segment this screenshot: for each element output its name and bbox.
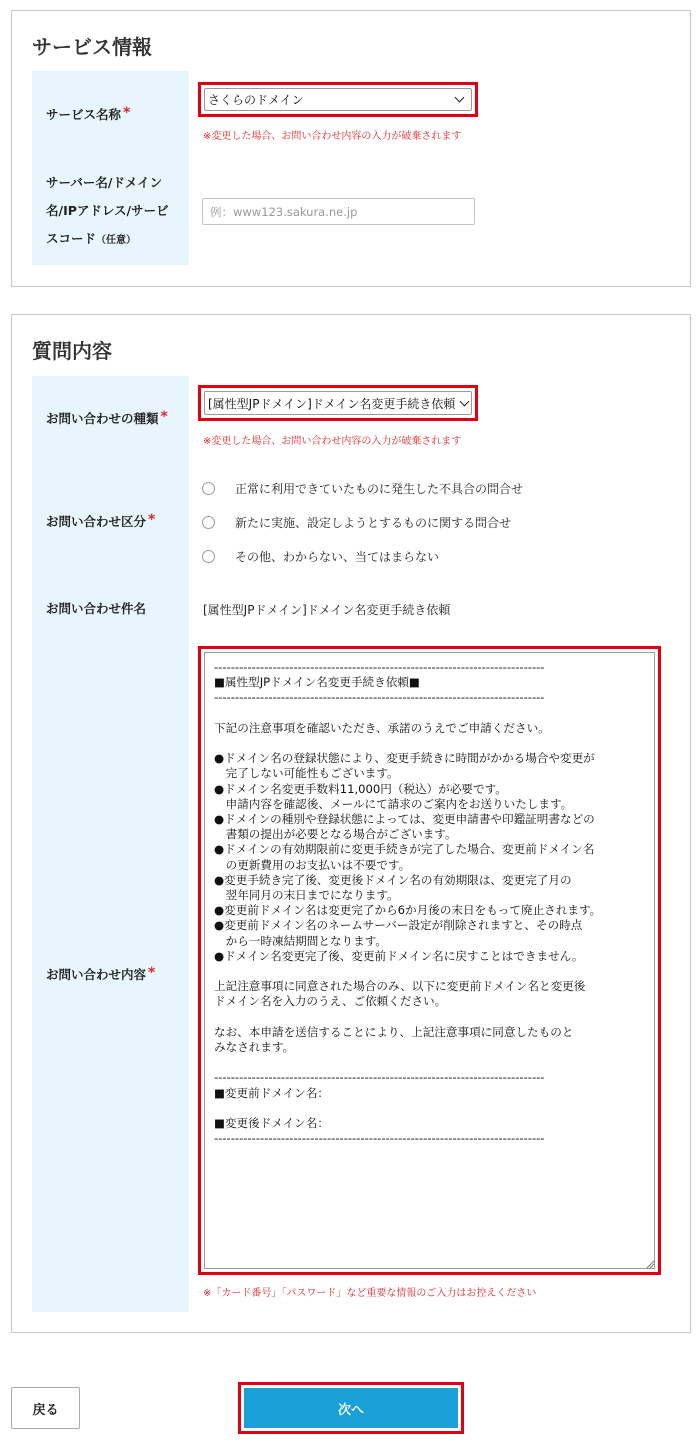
inquiry-category-label: お問い合わせ区分 * [46, 512, 156, 529]
inquiry-content-textarea[interactable]: ------------------------------------------------------------------------------- ■属性型JPドメイン名変更手続き依頼■ ------------------------------------------------------------------------------- 下記の注意事項を確認いただき、承諾のうえでご申請ください。 ●ドメイン名の登録状態により、変更手続きに時間がかかる場合や変更が 完了しない可能性もございます。 ●ドメイン名変更手数料11,000円（税込）が必要です。 申請内容を確認後、メールにて請求のご案内をお送りいたします。 ●ドメインの種別や登録状態によっては、変更申請書や印鑑証明書などの 書類の提出が必要となる場合がございます。 ●ドメインの有効期限前に変更手続きが完了した場合、変更前ドメイン名 の更新費用のお支払いは不要です。 ●変更手続き完了後、変更後ドメイン名の有効期限は、変更完了月の 翌年同月の末日までになります。 ●変更前ドメイン名は変更完了から6か月後の末日をもって廃止されます。 ●変更前ドメイン名のネームサーバー設定が削除されますと、その時点 から一時凍結期間となります。 ●ドメイン名変更完了後、変更前ドメイン名に戻すことはできません。 上記注意事項に同意された場合のみ、以下に変更前ドメイン名と変更後 ドメイン名を入力のうえ、ご依頼ください。 なお、本申請を送信することにより、上記注意事項に同意したものと みなされます。 ------------------------------------------------------------------------------- ■変更前ドメイン名： ■変更後ドメイン名： ------------------------------------------------------------------------------- [204, 652, 655, 1269]
category-option-3[interactable]: その他、わからない、当てはまらない [202, 548, 439, 565]
radio-button[interactable] [202, 550, 215, 563]
service-info-panel [11, 10, 691, 287]
service-name-select-highlight [198, 82, 478, 117]
inquiry-subject-label: お問い合わせ件名 [46, 601, 147, 616]
required-mark: * [148, 965, 156, 981]
required-mark: * [123, 105, 131, 121]
inquiry-type-label: お問い合わせの種類 * [46, 409, 168, 426]
question-panel [11, 314, 691, 1333]
inquiry-content-label: お問い合わせ内容 * [46, 965, 156, 982]
sensitive-info-notice: ※「カード番号」「パスワード」など重要な情報のご入力はお控えください [203, 1288, 537, 1299]
service-name-label: サービス名称 * [46, 105, 131, 122]
chevron-down-icon [455, 93, 465, 103]
inquiry-type-warning: ※変更した場合、お問い合わせ内容の入力が破棄されます [203, 436, 462, 447]
category-option-1[interactable]: 正常に利用できていたものに発生した不具合の問合せ [202, 480, 523, 497]
chevron-down-icon [460, 396, 470, 406]
next-button-highlight [238, 1382, 464, 1434]
required-mark: * [148, 512, 156, 528]
service-name-warning: ※変更した場合、お問い合わせ内容の入力が破棄されます [203, 131, 462, 142]
inquiry-content-highlight [198, 646, 661, 1275]
back-button[interactable]: 戻る [11, 1387, 80, 1429]
radio-button[interactable] [202, 482, 215, 495]
service-name-select[interactable]: さくらのドメイン [204, 88, 472, 111]
category-option-2[interactable]: 新たに実施、設定しようとするものに関する問合せ [202, 514, 511, 531]
service-info-title: サービス情報 [32, 35, 152, 59]
required-mark: * [160, 409, 168, 425]
next-button[interactable]: 次へ [244, 1388, 458, 1428]
server-name-input[interactable]: 例：www123.sakura.ne.jp [202, 198, 475, 225]
inquiry-type-select[interactable]: [属性型JPドメイン]ドメイン名変更手続き依頼 [204, 391, 472, 415]
question-label-column [32, 376, 189, 1312]
server-name-label: サーバー名/ドメイン 名/IPアドレス/サービ スコード（任意） [46, 175, 169, 246]
radio-button[interactable] [202, 516, 215, 529]
question-title: 質問内容 [32, 339, 112, 363]
optional-label: （任意） [96, 235, 137, 246]
inquiry-type-select-highlight [198, 385, 478, 421]
resize-grip-icon[interactable] [645, 1259, 655, 1269]
service-label-column [32, 71, 189, 265]
inquiry-subject-value: [属性型JPドメイン]ドメイン名変更手続き依頼 [203, 603, 451, 617]
